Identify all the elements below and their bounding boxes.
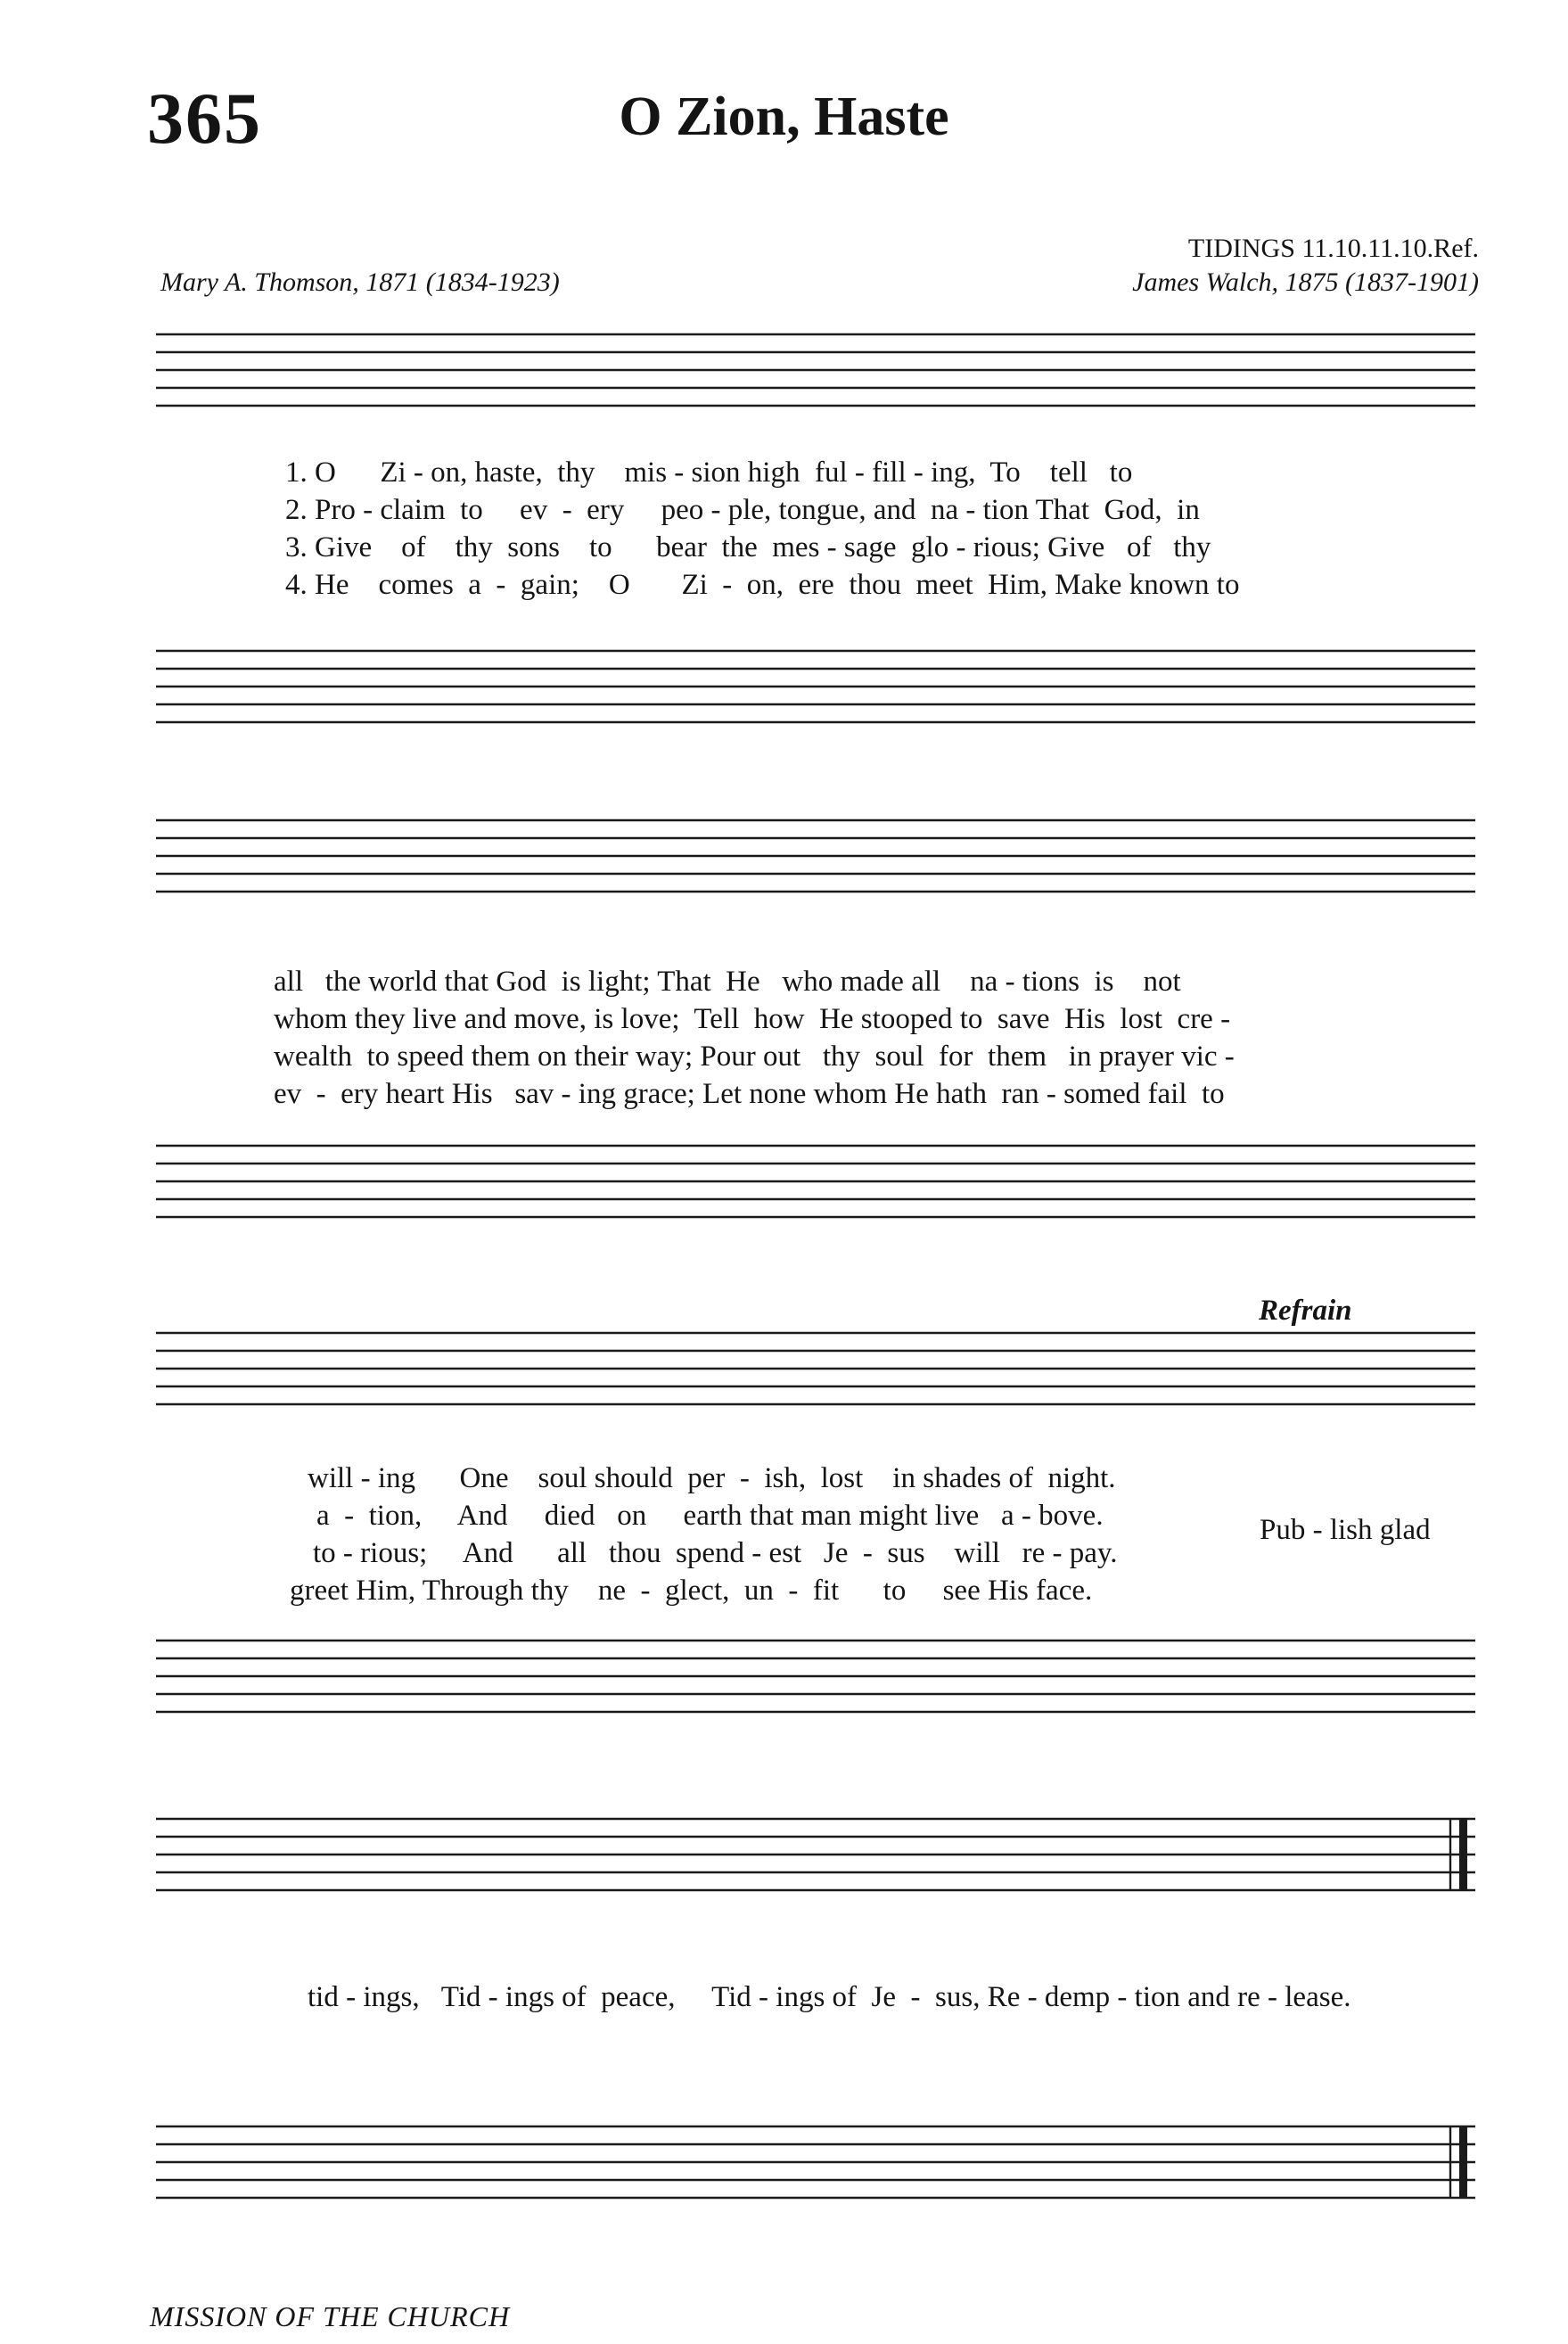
lyric-line: wealth to speed them on their way; Pour out thy soul for them in prayer vic - (274, 1040, 1235, 1073)
system-2-bass-staff (156, 1137, 1475, 1235)
system-1-lyrics (156, 456, 1475, 621)
bass-staff-lines (156, 2118, 1475, 2216)
system-3-treble-staff (156, 1324, 1475, 1422)
system-1-bass-staff (156, 642, 1475, 740)
section-footer: MISSION OF THE CHURCH (150, 2300, 511, 2332)
lyric-line: greet Him, Through thy ne - glect, un - fit to see His face. (290, 1575, 1093, 1607)
composer-credit: James Walch, 1875 (1837-1901) (1132, 267, 1479, 297)
lyric-line: tid - ings, Tid - ings of peace, Tid - ings of Je - sus, Re - demp - tion and re - lease. (308, 1981, 1351, 2013)
tune-name: TIDINGS 11.10.11.10.Ref. (1187, 234, 1479, 263)
lyric-line: 3. Give of thy sons to bear the mes - sage glo - rious; Give of thy (285, 531, 1211, 563)
lyric-line: a - tion, And died on earth that man might live a - bove. (316, 1500, 1104, 1532)
hymn-number: 365 (147, 78, 262, 159)
system-4-treble-staff (156, 1810, 1475, 1908)
hymn-title: O Zion, Haste (619, 86, 949, 147)
refrain-lyric-start: Pub - lish glad (1260, 1514, 1431, 1546)
treble-staff-lines (156, 1810, 1475, 1908)
system-1-treble-staff (156, 325, 1475, 424)
refrain-label: Refrain (1259, 1295, 1352, 1327)
system-2-treble-staff (156, 811, 1475, 909)
author-credit: Mary A. Thomson, 1871 (1834-1923) (160, 267, 560, 297)
lyric-line: whom they live and move, is love; Tell how He stooped to save His lost cre - (274, 1003, 1231, 1035)
lyric-line: 4. He comes a - gain; O Zi - on, ere thou meet Him, Make known to (285, 569, 1240, 601)
system-4-bass-staff (156, 2118, 1475, 2216)
bass-staff-lines (156, 642, 1475, 740)
system-4-lyrics (156, 1981, 1475, 2047)
lyric-line: to - rious; And all thou spend - est Je - sus will re - pay. (313, 1537, 1118, 1569)
lyric-line: ev - ery heart His sav - ing grace; Let none whom He hath ran - somed fail to (274, 1078, 1225, 1110)
bass-staff-lines (156, 1137, 1475, 1235)
treble-staff-lines (156, 1324, 1475, 1422)
lyric-line: will - ing One soul should per - ish, lost in shades of night. (308, 1462, 1116, 1494)
bass-staff-lines (156, 1632, 1475, 1730)
lyric-line: 2. Pro - claim to ev - ery peo - ple, tongue, and na - tion That God, in (285, 494, 1200, 526)
lyric-line: 1. O Zi - on, haste, thy mis - sion high ful - fill - ing, To tell to (285, 456, 1133, 489)
system-3-bass-staff (156, 1632, 1475, 1730)
treble-staff-lines (156, 325, 1475, 424)
system-2-lyrics (156, 966, 1475, 1131)
treble-staff-lines (156, 811, 1475, 909)
lyric-line: all the world that God is light; That He who made all na - tions is not (274, 966, 1181, 998)
